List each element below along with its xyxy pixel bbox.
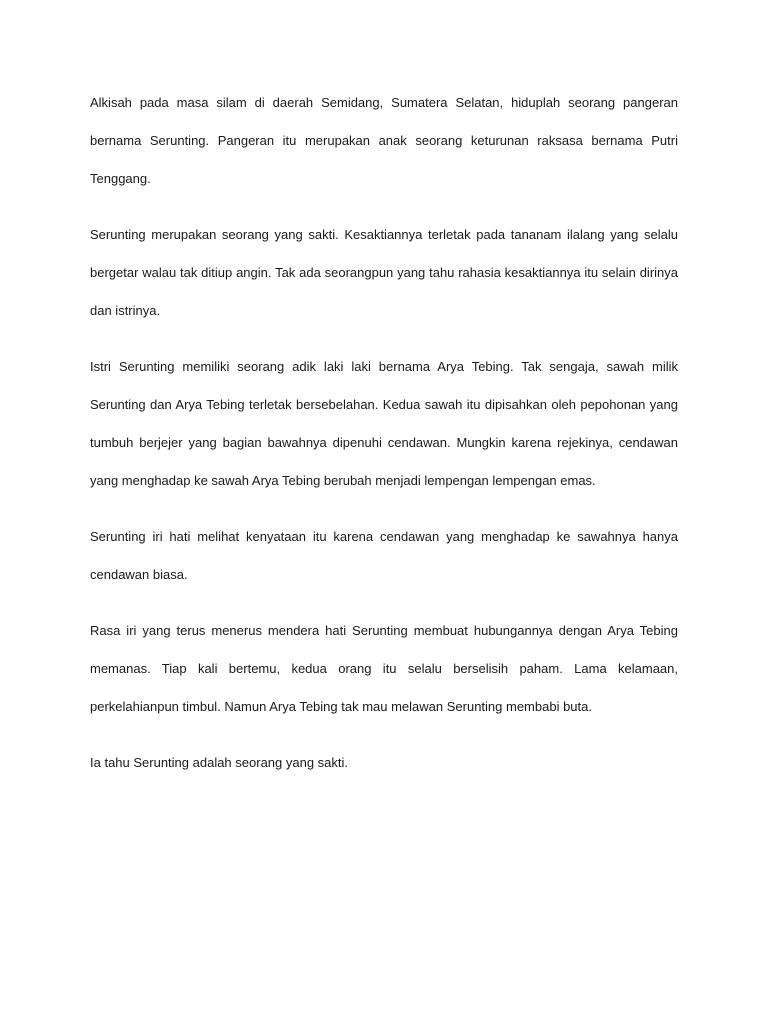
paragraph-5: Rasa iri yang terus menerus mendera hati Serunting membuat hubungannya dengan Arya Tebing memanas. Tiap kali bertemu, kedua orang itu selalu berselisih paham. Lama kelamaan, perkelahianpun timbul. Namun Arya Tebing tak mau melawan Serunting membabi buta.: [90, 623, 678, 714]
paragraph-4: Serunting iri hati melihat kenyataan itu karena cendawan yang menghadap ke sawahnya hanya cendawan biasa.: [90, 529, 678, 582]
document-body: [90, 84, 678, 800]
paragraph-2: Serunting merupakan seorang yang sakti. Kesaktiannya terletak pada tananam ilalang yang selalu bergetar walau tak ditiup angin. Tak ada seorangpun yang tahu rahasia kesaktiannya itu selain dirinya dan istrinya.: [90, 227, 678, 318]
paragraph-1: Alkisah pada masa silam di daerah Semidang, Sumatera Selatan, hiduplah seorang pangeran bernama Serunting. Pangeran itu merupakan anak seorang keturunan raksasa bernama Putri Tenggang.: [90, 95, 678, 186]
paragraph-6: Ia tahu Serunting adalah seorang yang sakti.: [90, 755, 349, 770]
paragraph-3: Istri Serunting memiliki seorang adik laki laki bernama Arya Tebing. Tak sengaja, sawah milik Serunting dan Arya Tebing terletak bersebelahan. Kedua sawah itu dipisahkan oleh pepohonan yang tumbuh berjejer yang bagian bawahnya dipenuhi cendawan. Mungkin karena rejekinya, cendawan yang menghadap ke sawah Arya Tebing berubah menjadi lempengan lempengan emas.: [90, 359, 678, 488]
